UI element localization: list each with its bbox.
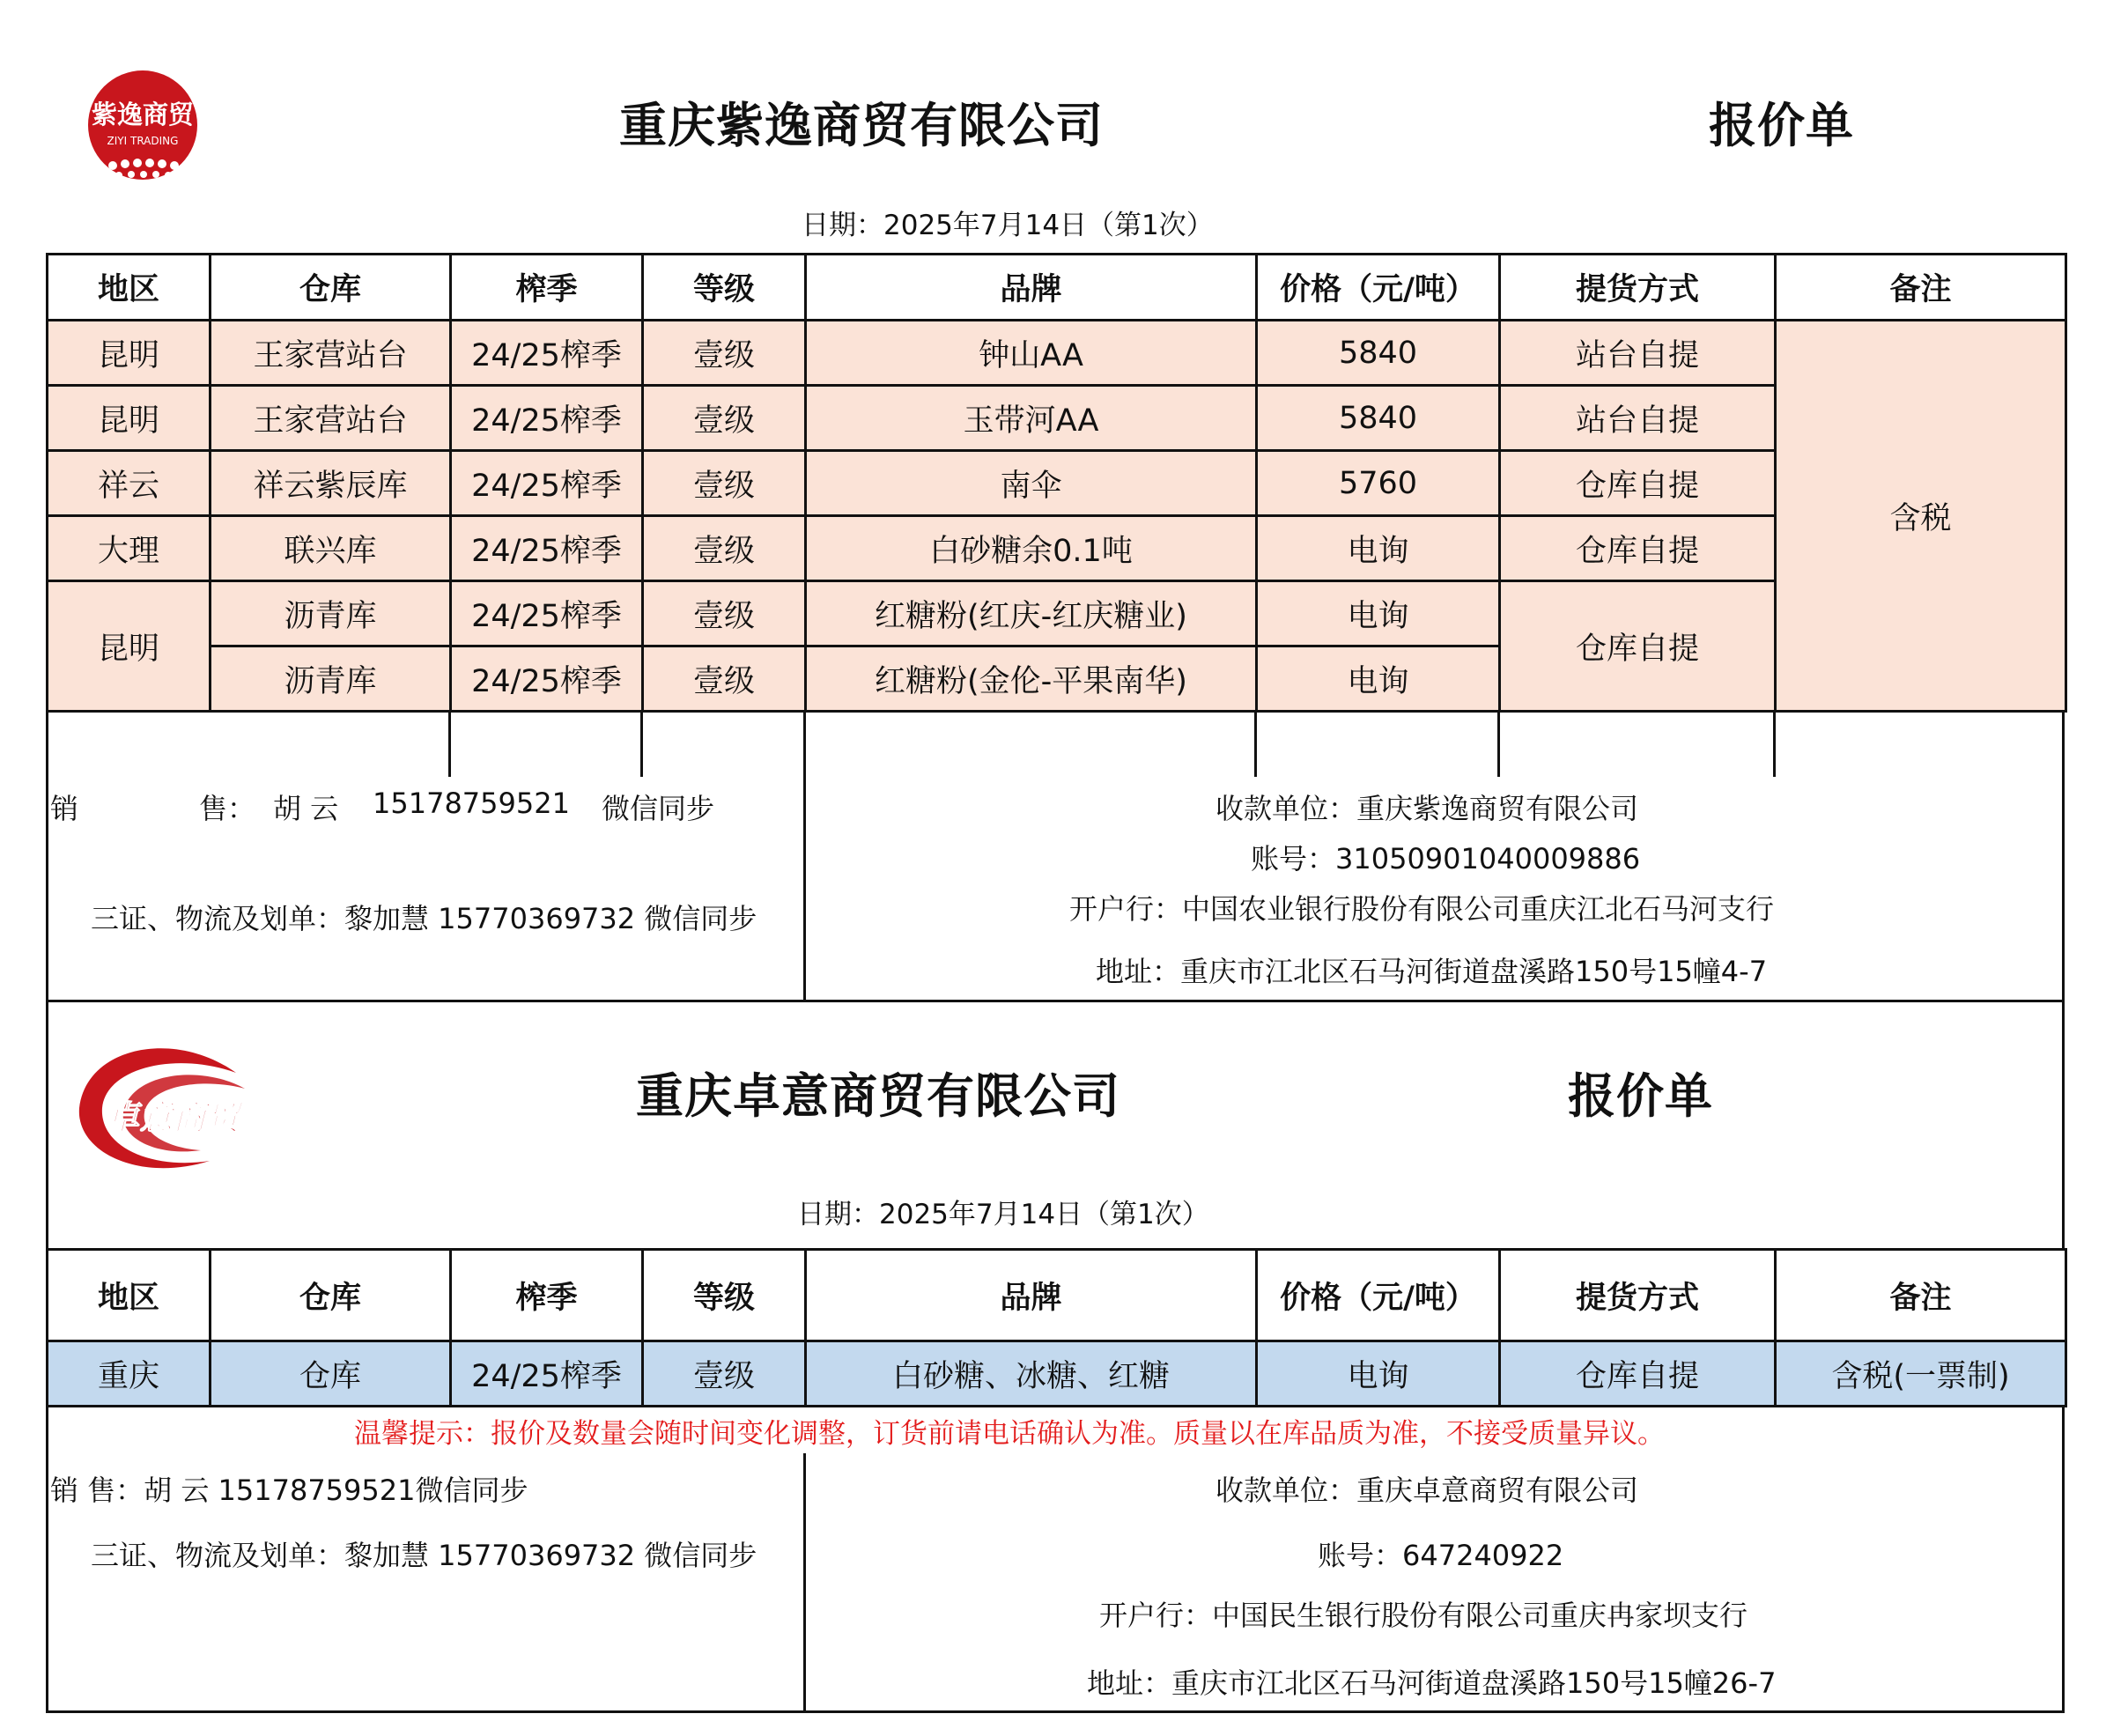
table-row <box>48 1341 2066 1407</box>
cell-warehouse: 王家营站台 <box>211 321 451 386</box>
cell-pickup: 仓库自提 <box>1500 1341 1776 1407</box>
cell-grade: 壹级 <box>643 451 806 516</box>
cell-grade: 壹级 <box>643 646 806 712</box>
table-header-row <box>48 255 2066 321</box>
cell-pickup: 仓库自提 <box>1500 516 1776 581</box>
cell-region: 大理 <box>48 516 211 581</box>
header-season: 榨季 <box>451 1250 643 1341</box>
cell-note: 含税(一票制) <box>1776 1341 2066 1407</box>
cell-price: 5840 <box>1257 321 1500 386</box>
column-tail-line <box>640 712 643 777</box>
cell-grade: 壹级 <box>643 386 806 451</box>
cell-season: 24/25榨季 <box>451 1341 643 1407</box>
cell-brand: 钟山AA <box>806 321 1257 386</box>
cell-grade: 壹级 <box>643 321 806 386</box>
cell-brand: 白砂糖、冰糖、红糖 <box>806 1341 1257 1407</box>
header-price: 价格（元/吨） <box>1257 1250 1500 1341</box>
header-season: 榨季 <box>451 255 643 321</box>
cell-season: 24/25榨季 <box>451 321 643 386</box>
header-brand: 品牌 <box>806 255 1257 321</box>
info-frame-bottom <box>46 1000 2065 1002</box>
header-pickup: 提货方式 <box>1500 255 1776 321</box>
quote-date: 日期：2025年7月14日（第1次） <box>797 1199 1209 1230</box>
cell-season: 24/25榨季 <box>451 516 643 581</box>
cell-pickup: 站台自提 <box>1500 386 1776 451</box>
cell-brand: 南伞 <box>806 451 1257 516</box>
header-price: 价格（元/吨） <box>1257 255 1500 321</box>
header-region: 地区 <box>48 1250 211 1341</box>
address: 地址：重庆市江北区石马河街道盘溪路150号15幢26-7 <box>1087 1666 1777 1700</box>
sales-contact: 销 售：胡 云 15178759521微信同步 <box>50 1474 528 1507</box>
doc-title: 报价单 <box>1709 98 1854 153</box>
frame2-right <box>2062 1000 2065 1251</box>
cell-pickup: 仓库自提 <box>1500 451 1776 516</box>
company-title: 重庆紫逸商贸有限公司 <box>619 98 1104 153</box>
header-grade: 等级 <box>643 255 806 321</box>
sales-label-b: 售： <box>199 792 256 825</box>
header-brand: 品牌 <box>806 1250 1257 1341</box>
cell-brand: 红糖粉(红庆-红庆糖业) <box>806 581 1257 646</box>
company-title: 重庆卓意商贸有限公司 <box>636 1068 1120 1124</box>
cell-season: 24/25榨季 <box>451 386 643 451</box>
account-number: 账号：31050901040009886 <box>1251 842 1641 875</box>
cell-warehouse: 联兴库 <box>211 516 451 581</box>
zhuoyi-logo <box>69 1038 254 1178</box>
table-row <box>48 516 2066 581</box>
header-note: 备注 <box>1776 1250 2066 1341</box>
header-region: 地区 <box>48 255 211 321</box>
cell-price: 5840 <box>1257 386 1500 451</box>
sales-label-a: 销 <box>50 792 79 825</box>
payee: 收款单位：重庆紫逸商贸有限公司 <box>1216 792 1639 825</box>
cell-season: 24/25榨季 <box>451 646 643 712</box>
address: 地址：重庆市江北区石马河街道盘溪路150号15幢4-7 <box>1096 955 1768 988</box>
cell-region: 昆明 <box>48 321 211 386</box>
header-note: 备注 <box>1776 255 2066 321</box>
account-number: 账号：647240922 <box>1318 1539 1564 1572</box>
cell-region: 重庆 <box>48 1341 211 1407</box>
frame2-left <box>46 1000 48 1251</box>
column-tail-line <box>448 712 451 777</box>
cell-price: 电询 <box>1257 516 1500 581</box>
info2-frame-left <box>46 1405 48 1713</box>
cell-grade: 壹级 <box>643 516 806 581</box>
table-header-row <box>48 1250 2066 1341</box>
info2-divider <box>803 1453 806 1713</box>
cell-season: 24/25榨季 <box>451 451 643 516</box>
cell-warehouse: 沥青库 <box>211 646 451 712</box>
zhuoyi-logo-text: 卓意商贸 <box>105 1098 240 1137</box>
cell-brand: 玉带河AA <box>806 386 1257 451</box>
bank-name: 开户行：中国农业银行股份有限公司重庆江北石马河支行 <box>1069 892 1775 926</box>
cell-region-merged: 昆明 <box>48 581 211 712</box>
doc-title: 报价单 <box>1568 1068 1713 1124</box>
cell-pickup-merged: 仓库自提 <box>1500 581 1776 712</box>
logistics-contact: 三证、物流及划单：黎加慧 15770369732 微信同步 <box>91 1539 757 1572</box>
ziyi-logo <box>69 69 217 181</box>
info-frame-right <box>2062 712 2065 1002</box>
cell-region: 祥云 <box>48 451 211 516</box>
info-frame-left <box>46 712 48 1002</box>
cell-warehouse: 仓库 <box>211 1341 451 1407</box>
quote-table <box>46 253 2067 713</box>
header-warehouse: 仓库 <box>211 255 451 321</box>
info-divider <box>803 712 806 1002</box>
cell-warehouse: 祥云紫辰库 <box>211 451 451 516</box>
header-warehouse: 仓库 <box>211 1250 451 1341</box>
cell-note-merged: 含税 <box>1776 321 2066 712</box>
logistics-contact: 三证、物流及划单：黎加慧 15770369732 微信同步 <box>91 902 757 935</box>
cell-warehouse: 沥青库 <box>211 581 451 646</box>
quote-date: 日期：2025年7月14日（第1次） <box>802 210 1214 241</box>
info2-frame-bottom <box>46 1710 2065 1713</box>
cell-warehouse: 王家营站台 <box>211 386 451 451</box>
cell-pickup: 站台自提 <box>1500 321 1776 386</box>
cell-price: 电询 <box>1257 581 1500 646</box>
cell-brand: 白砂糖余0.1吨 <box>806 516 1257 581</box>
cell-price: 5760 <box>1257 451 1500 516</box>
warning-notice: 温馨提示：报价及数量会随时间变化调整，订货前请电话确认为准。质量以在库品质为准，不接受质量异议。 <box>354 1418 1665 1450</box>
sales-phone: 15178759521 <box>373 787 570 820</box>
sales-wechat: 微信同步 <box>602 792 715 825</box>
bank-name: 开户行：中国民生银行股份有限公司重庆冉家坝支行 <box>1099 1599 1748 1632</box>
payee: 收款单位：重庆卓意商贸有限公司 <box>1216 1474 1639 1507</box>
ziyi-logo-text: 紫逸商贸 <box>91 100 195 129</box>
table-row <box>48 321 2066 386</box>
quote-table <box>46 1248 2067 1407</box>
column-tail-line <box>1497 712 1500 777</box>
header-pickup: 提货方式 <box>1500 1250 1776 1341</box>
column-tail-line <box>1254 712 1257 777</box>
cell-brand: 红糖粉(金伦-平果南华) <box>806 646 1257 712</box>
table-row <box>48 451 2066 516</box>
cell-price: 电询 <box>1257 646 1500 712</box>
cell-region: 昆明 <box>48 386 211 451</box>
cell-grade: 壹级 <box>643 1341 806 1407</box>
column-tail-line <box>1773 712 1776 777</box>
cell-price: 电询 <box>1257 1341 1500 1407</box>
ziyi-logo-subtext: ZIYI TRADING <box>107 135 179 147</box>
table-row <box>48 581 2066 646</box>
cell-grade: 壹级 <box>643 581 806 646</box>
cell-season: 24/25榨季 <box>451 581 643 646</box>
sales-name: 胡 云 <box>273 792 339 825</box>
header-grade: 等级 <box>643 1250 806 1341</box>
info2-frame-right <box>2062 1405 2065 1713</box>
table-row <box>48 386 2066 451</box>
